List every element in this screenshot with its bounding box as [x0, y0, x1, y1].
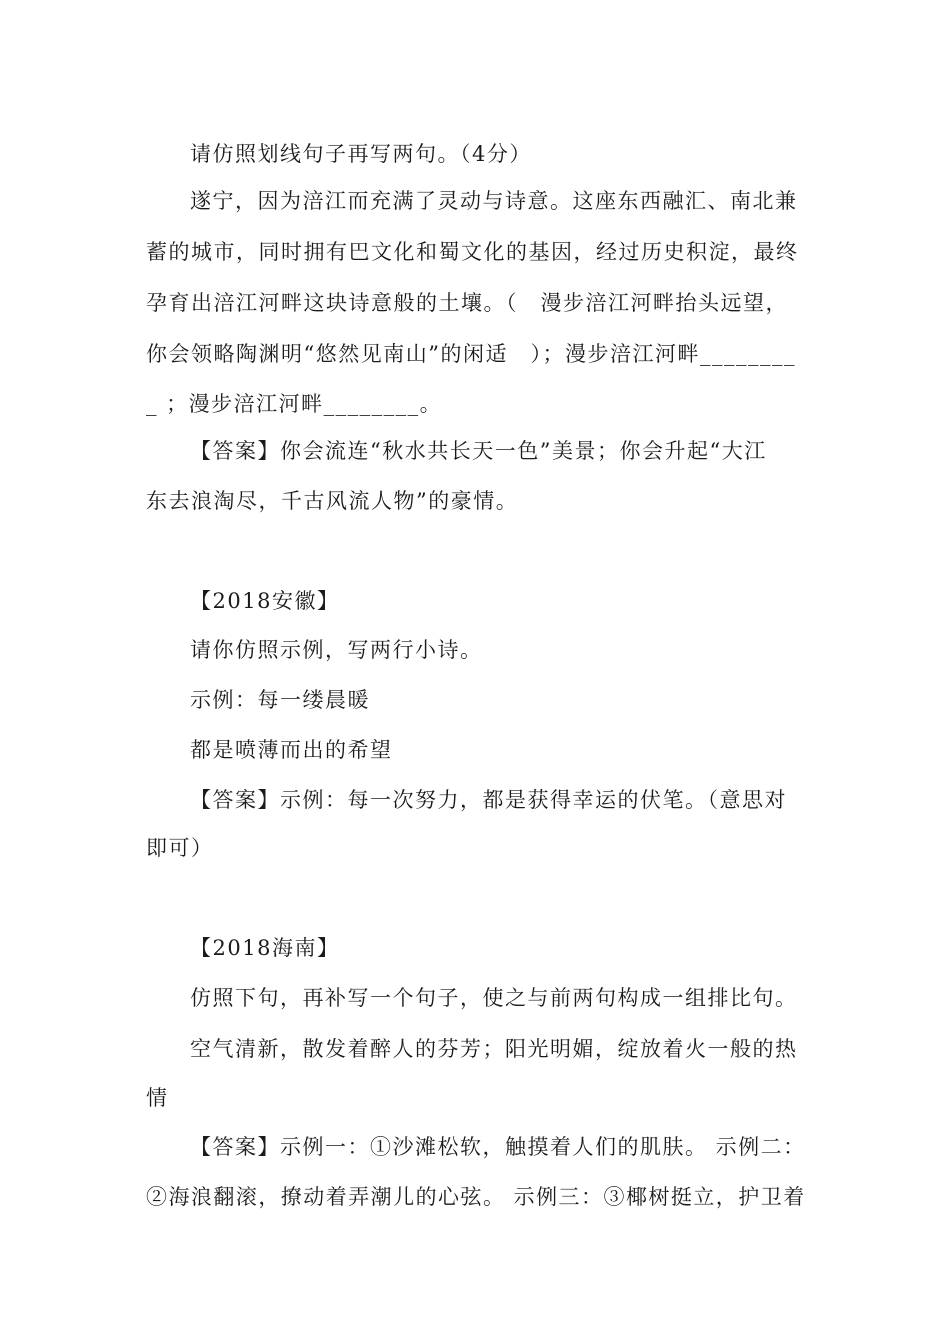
q2-instruction: 请你仿照示例，写两行小诗。: [190, 638, 483, 662]
q1-answer-line-2: 东去浪淘尽，千古风流人物”的豪情。: [146, 489, 519, 513]
q3-sentence-line-2: 情: [146, 1086, 169, 1110]
q2-example-line-2: 都是喷薄而出的希望: [190, 738, 393, 762]
q2-answer-line-1: 【答案】示例：每一次努力，都是获得幸运的伏笔。（意思对: [190, 788, 787, 812]
q1-passage-line-3: 孕育出涪江河畔这块诗意般的土壤。（ 漫步涪江河畔抬头远望，: [146, 291, 788, 315]
section-heading-hainan: 【2018海南】: [190, 936, 340, 960]
q3-answer-line-2: ②海浪翻滚，撩动着弄潮儿的心弦。 示例三：③椰树挺立，护卫着: [146, 1185, 806, 1209]
q3-instruction: 仿照下句，再补写一个句子，使之与前两句构成一组排比句。: [190, 986, 798, 1010]
q1-passage-line-1: 遂宁，因为涪江而充满了灵动与诗意。这座东西融汇、南北兼: [190, 189, 798, 213]
q1-passage-line-4: 你会领略陶渊明“悠然见南山”的闲适 ）；漫步涪江河畔________: [146, 342, 796, 366]
section-heading-anhui: 【2018安徽】: [190, 589, 340, 613]
q1-instruction: 请仿照划线句子再写两句。（4分）: [190, 142, 532, 166]
q3-sentence-line-1: 空气清新，散发着醉人的芬芳；阳光明媚，绽放着火一般的热: [190, 1037, 798, 1061]
q1-answer-line-1: 【答案】你会流连“秋水共长天一色”美景；你会升起“大江: [190, 439, 767, 463]
q3-answer-line-1: 【答案】示例一：①沙滩松软，触摸着人们的肌肤。 示例二：: [190, 1135, 806, 1159]
q1-passage-line-5: _ ；漫步涪江河畔________。: [146, 392, 443, 416]
q2-example-line-1: 示例：每一缕晨暖: [190, 688, 370, 712]
q1-passage-line-2: 蓄的城市，同时拥有巴文化和蜀文化的基因，经过历史积淀，最终: [146, 240, 799, 264]
q2-answer-line-2: 即可）: [146, 836, 214, 860]
